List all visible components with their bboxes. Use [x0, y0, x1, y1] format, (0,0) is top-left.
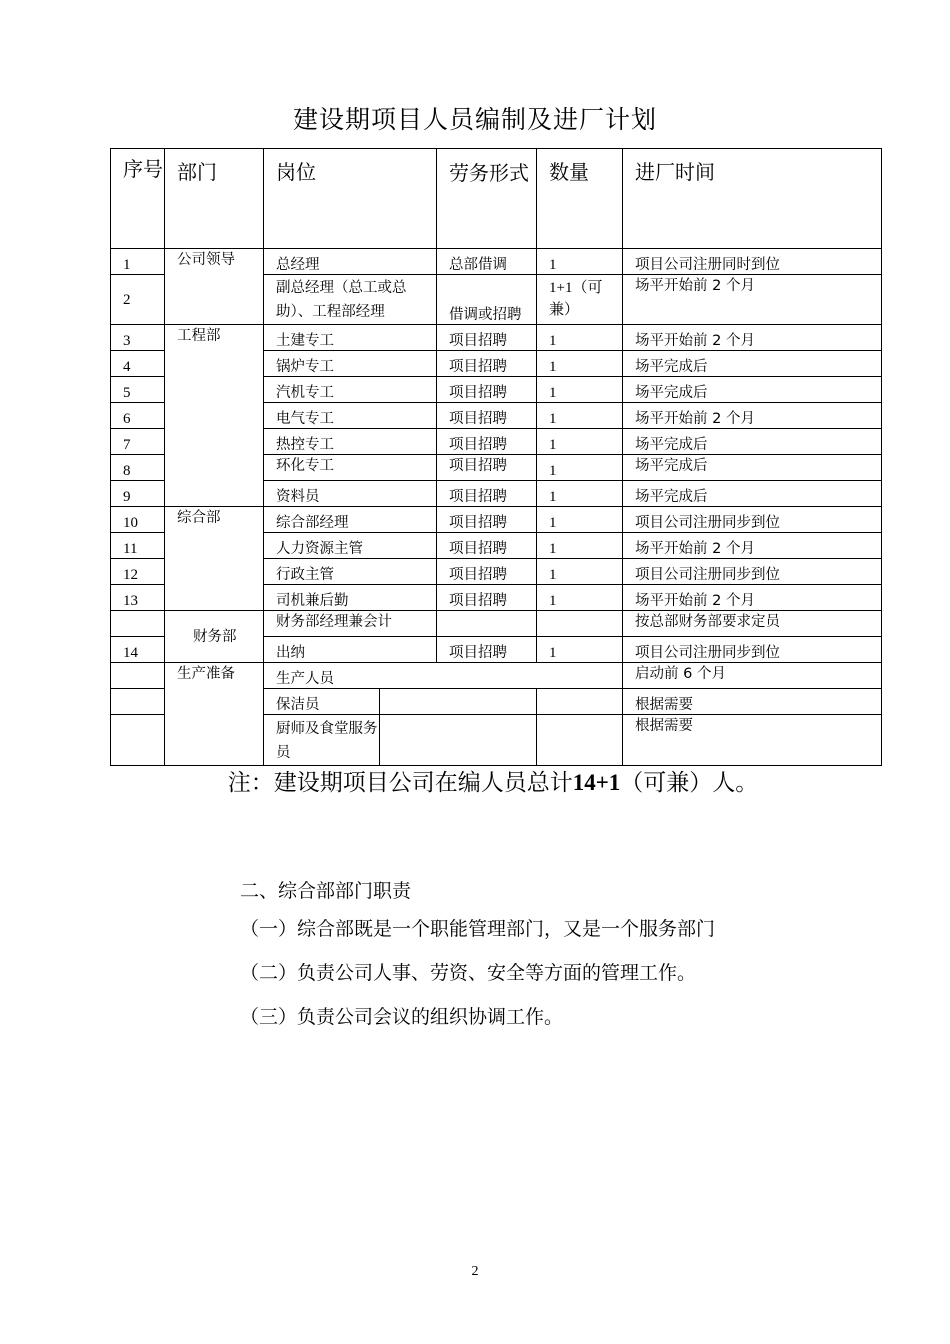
post-cell: 土建专工 — [264, 325, 437, 351]
dept-cell: 工程部 — [165, 325, 264, 507]
table-row — [111, 325, 882, 351]
empty-cell — [380, 689, 537, 715]
post-cell: 总经理 — [264, 249, 437, 275]
seq-cell: 4 — [111, 351, 165, 377]
post-cell: 生产人员 — [264, 663, 623, 689]
labor-cell: 项目招聘 — [437, 637, 537, 663]
dept-cell: 公司领导 — [165, 249, 264, 325]
qty-cell: 1 — [537, 455, 623, 481]
date-cell: 项目公司注册同步到位 — [623, 507, 882, 533]
seq-cell: 10 — [111, 507, 165, 533]
date-cell: 场平完成后 — [623, 351, 882, 377]
labor-cell: 项目招聘 — [437, 403, 537, 429]
labor-cell: 项目招聘 — [437, 325, 537, 351]
date-cell: 场平开始前 2 个月 — [623, 403, 882, 429]
seq-cell — [111, 689, 165, 715]
seq-cell: 12 — [111, 559, 165, 585]
empty-cell — [537, 715, 623, 766]
labor-cell — [437, 611, 537, 637]
seq-cell: 6 — [111, 403, 165, 429]
section-item: （一）综合部既是一个职能管理部门，又是一个服务部门 — [240, 918, 716, 940]
seq-cell: 13 — [111, 585, 165, 611]
date-cell: 项目公司注册同步到位 — [623, 637, 882, 663]
date-cell: 根据需要 — [623, 715, 882, 766]
labor-cell: 项目招聘 — [437, 351, 537, 377]
post-cell: 出纳 — [264, 637, 437, 663]
qty-cell — [537, 611, 623, 637]
post-cell: 厨师及食堂服务员 — [264, 715, 380, 766]
seq-cell: 3 — [111, 325, 165, 351]
table-row — [111, 507, 882, 533]
post-cell: 司机兼后勤 — [264, 585, 437, 611]
post-cell: 综合部经理 — [264, 507, 437, 533]
seq-cell: 8 — [111, 455, 165, 481]
table-row — [111, 663, 882, 689]
date-cell: 场平完成后 — [623, 455, 882, 481]
section-item: （三）负责公司会议的组织协调工作。 — [240, 1006, 564, 1028]
empty-cell — [537, 689, 623, 715]
qty-cell: 1 — [537, 637, 623, 663]
date-cell: 根据需要 — [623, 689, 882, 715]
note-count: 14+1 — [572, 770, 621, 795]
date-cell: 场平开始前 2 个月 — [623, 275, 882, 325]
document-title: 建设期项目人员编制及进厂计划 — [292, 105, 657, 134]
note-suffix: （可兼）人。 — [620, 770, 759, 796]
labor-cell: 项目招聘 — [437, 585, 537, 611]
header-seq: 序号 — [111, 149, 165, 249]
staffing-plan-table — [110, 148, 882, 766]
header-date: 进厂时间 — [623, 149, 882, 249]
dept-cell: 财务部 — [165, 611, 264, 663]
header-dept: 部门 — [165, 149, 264, 249]
post-cell: 人力资源主管 — [264, 533, 437, 559]
seq-cell: 2 — [111, 275, 165, 325]
seq-cell — [111, 663, 165, 689]
seq-cell: 5 — [111, 377, 165, 403]
date-cell: 场平开始前 2 个月 — [623, 585, 882, 611]
date-cell: 场平开始前 2 个月 — [623, 325, 882, 351]
section-heading: 二、综合部部门职责 — [240, 880, 412, 902]
seq-cell: 11 — [111, 533, 165, 559]
post-cell: 行政主管 — [264, 559, 437, 585]
header-post: 岗位 — [264, 149, 437, 249]
seq-cell: 7 — [111, 429, 165, 455]
staffing-note — [0, 764, 950, 797]
post-cell: 锅炉专工 — [264, 351, 437, 377]
table-row — [111, 249, 882, 275]
empty-cell — [380, 715, 537, 766]
labor-cell: 项目招聘 — [437, 559, 537, 585]
post-cell: 电气专工 — [264, 403, 437, 429]
dept-cell: 综合部 — [165, 507, 264, 611]
labor-cell: 项目招聘 — [437, 377, 537, 403]
seq-cell: 9 — [111, 481, 165, 507]
qty-cell: 1 — [537, 507, 623, 533]
post-cell: 保洁员 — [264, 689, 380, 715]
seq-cell: 1 — [111, 249, 165, 275]
table-row — [111, 611, 882, 637]
note-prefix: 注：建设期项目公司在编人员总计 — [227, 770, 573, 796]
post-cell: 热控专工 — [264, 429, 437, 455]
labor-cell: 项目招聘 — [437, 429, 537, 455]
labor-cell: 项目招聘 — [437, 533, 537, 559]
qty-cell: 1 — [537, 559, 623, 585]
labor-cell: 总部借调 — [437, 249, 537, 275]
dept-cell: 生产准备 — [165, 663, 264, 766]
post-cell: 副总经理（总工或总助）、工程部经理 — [264, 275, 437, 325]
date-cell: 场平完成后 — [623, 377, 882, 403]
section-item: （二）负责公司人事、劳资、安全等方面的管理工作。 — [240, 962, 697, 984]
seq-cell — [111, 611, 165, 637]
date-cell: 场平完成后 — [623, 481, 882, 507]
date-cell: 按总部财务部要求定员 — [623, 611, 882, 637]
qty-cell: 1 — [537, 377, 623, 403]
labor-cell: 项目招聘 — [437, 507, 537, 533]
header-qty: 数量 — [537, 149, 623, 249]
date-cell: 启动前 6 个月 — [623, 663, 882, 689]
header-labor: 劳务形式 — [437, 149, 537, 249]
labor-cell: 项目招聘 — [437, 455, 537, 481]
qty-cell: 1 — [537, 325, 623, 351]
date-cell: 项目公司注册同时到位 — [623, 249, 882, 275]
post-cell: 财务部经理兼会计 — [264, 611, 437, 637]
qty-cell: 1 — [537, 403, 623, 429]
seq-cell — [111, 715, 165, 766]
qty-cell: 1+1（可兼） — [537, 275, 623, 325]
qty-cell: 1 — [537, 429, 623, 455]
post-cell: 环化专工 — [264, 455, 437, 481]
table-header-row — [111, 149, 882, 249]
date-cell: 项目公司注册同步到位 — [623, 559, 882, 585]
post-cell: 汽机专工 — [264, 377, 437, 403]
qty-cell: 1 — [537, 481, 623, 507]
page-number: 2 — [471, 1264, 479, 1279]
date-cell: 场平开始前 2 个月 — [623, 533, 882, 559]
labor-cell: 借调或招聘 — [437, 275, 537, 325]
seq-cell: 14 — [111, 637, 165, 663]
qty-cell: 1 — [537, 249, 623, 275]
post-cell: 资料员 — [264, 481, 437, 507]
qty-cell: 1 — [537, 585, 623, 611]
qty-cell: 1 — [537, 351, 623, 377]
labor-cell: 项目招聘 — [437, 481, 537, 507]
qty-cell: 1 — [537, 533, 623, 559]
date-cell: 场平完成后 — [623, 429, 882, 455]
